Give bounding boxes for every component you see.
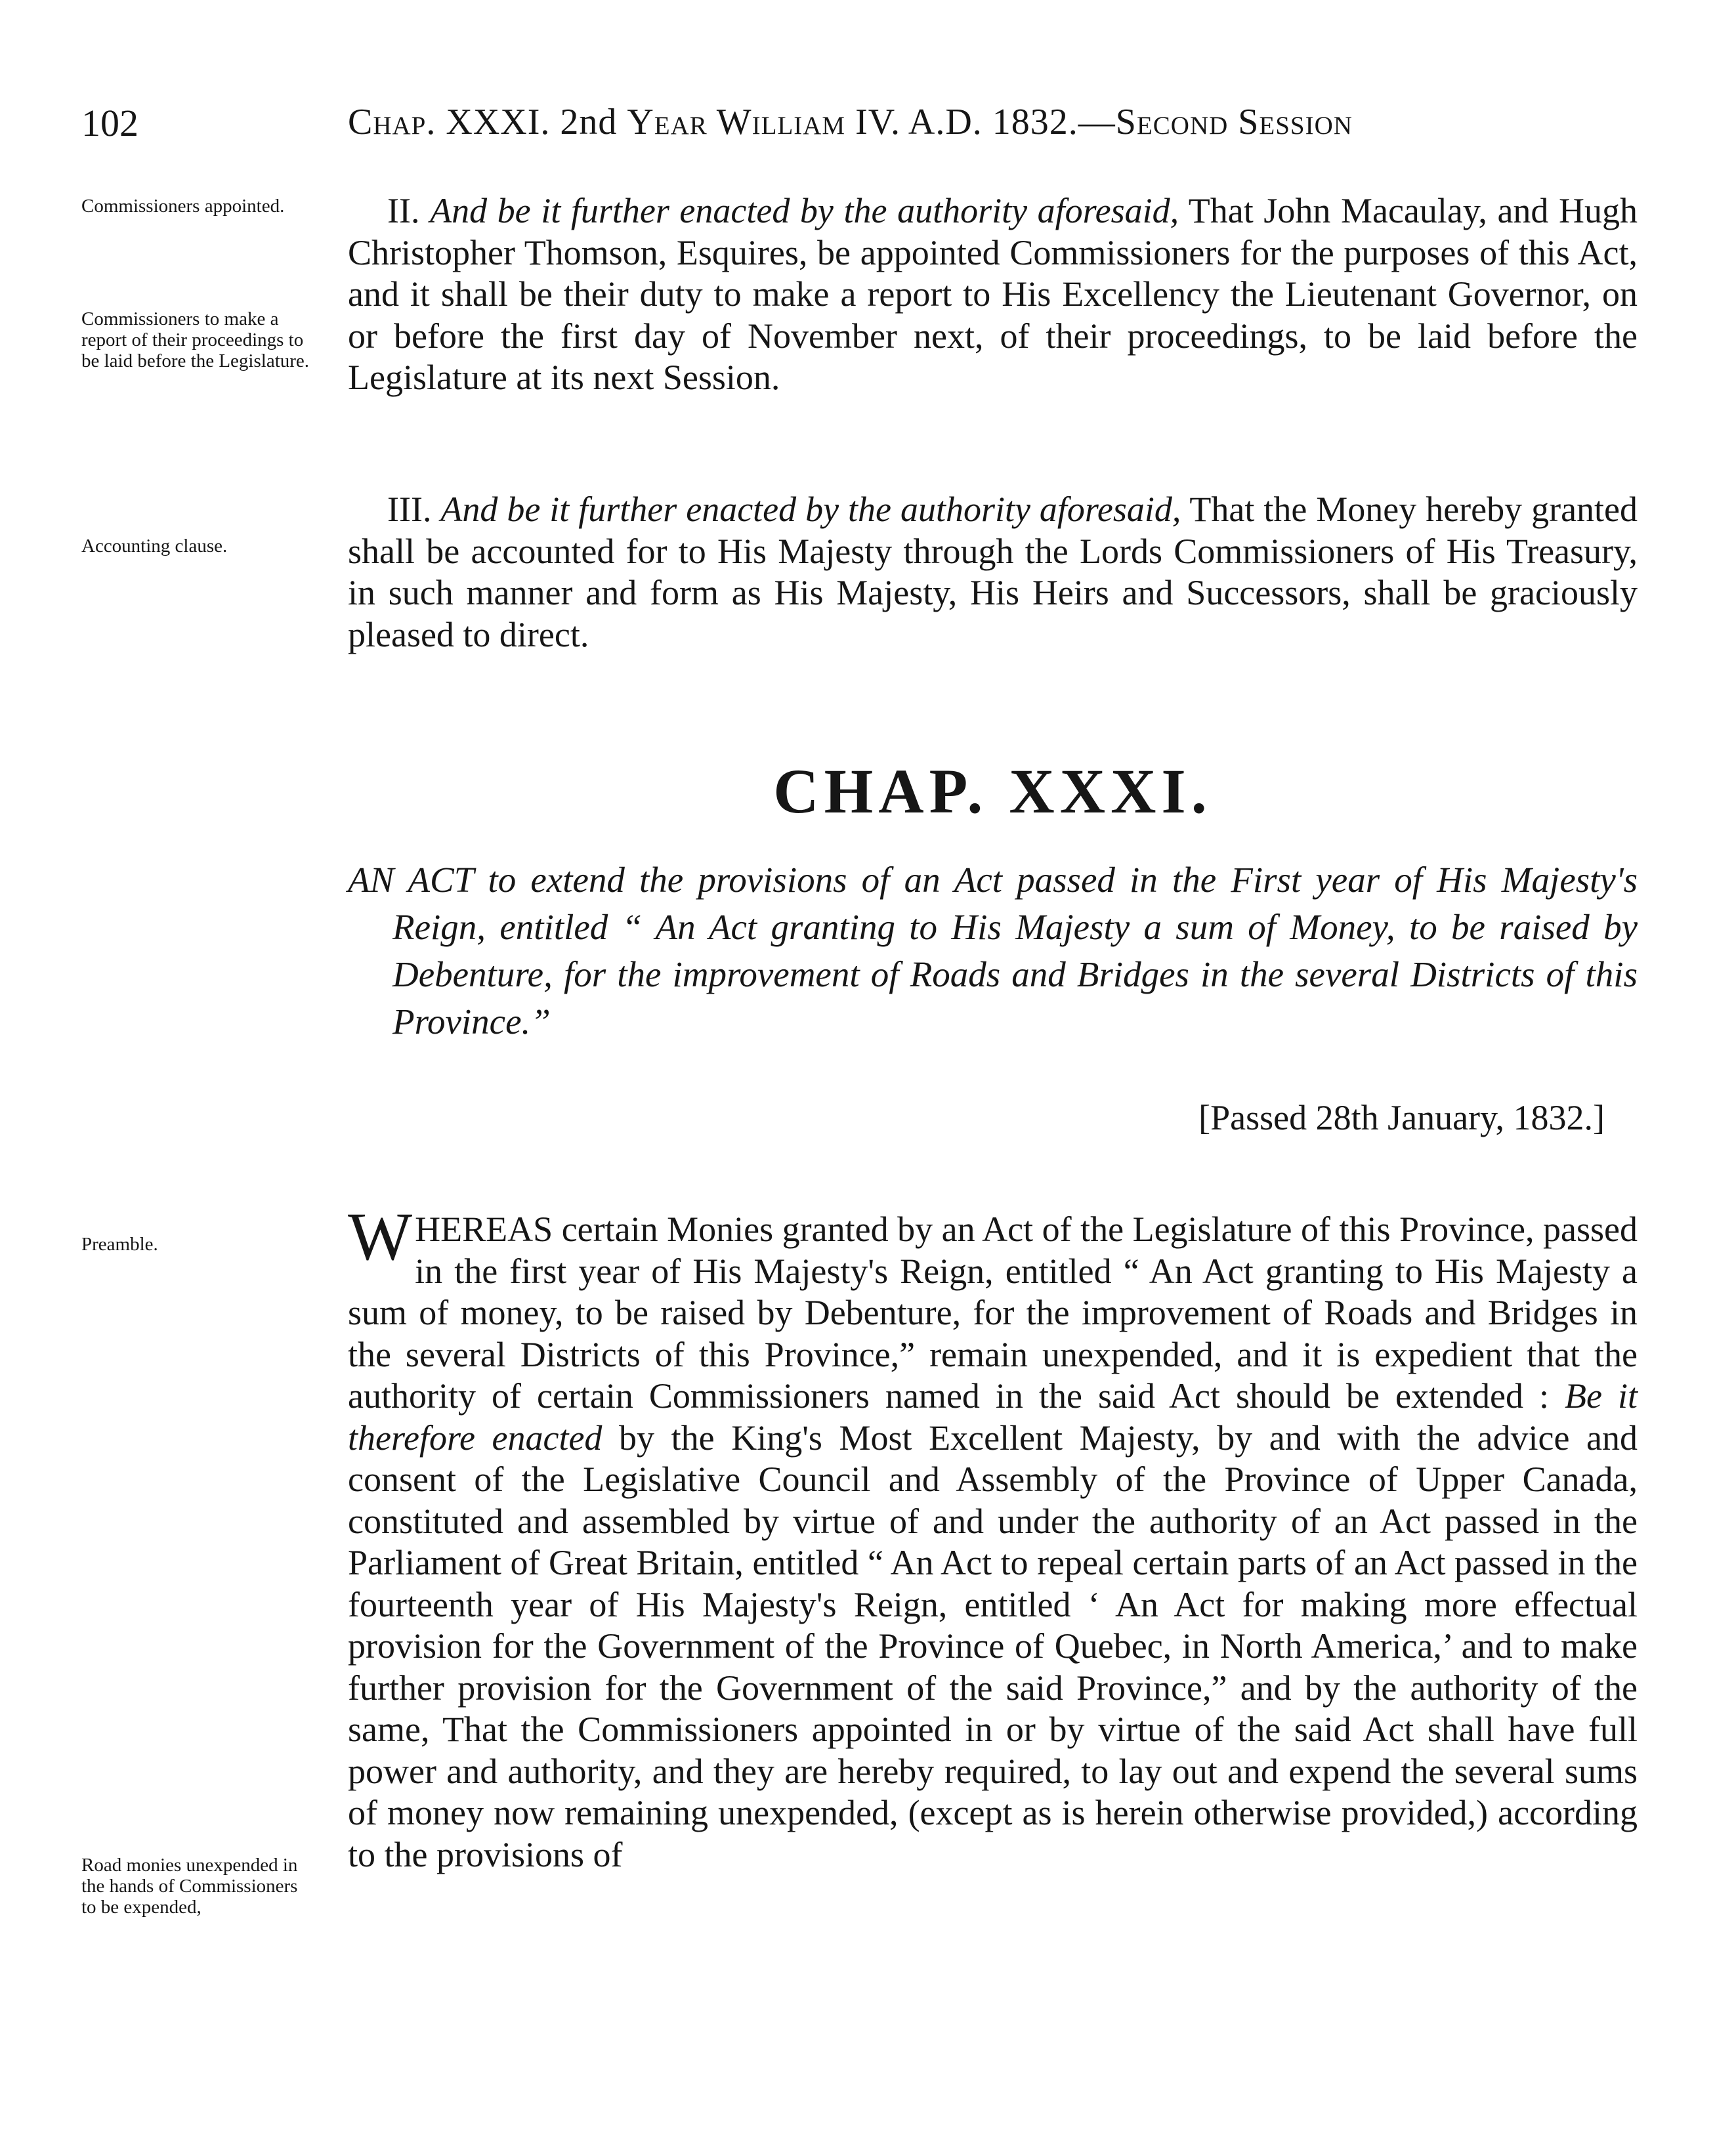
running-head-chap: Chap. xyxy=(348,102,436,142)
running-head-year: Year William IV. xyxy=(627,102,900,142)
preamble-text-1: certain Monies granted by an Act of the Legislature of this Province, passed in the first year of His Majesty's Reign, entitled “ An Act granting to His Majesty a sum of money, to be raised by Debenture, for the improvement of Roads and Bridges in the several Districts of this Province,” remain unexpended, and it is expedient that the authority of certain Commissioners named in the said Act should be extended : xyxy=(348,1210,1638,1416)
preamble-enacting: Be it therefore enacted xyxy=(348,1376,1638,1458)
margin-note-road-monies: Road monies unexpended in the hands of Commissioners to be expended, xyxy=(81,1855,298,1918)
section-2 xyxy=(348,190,1638,399)
section-2-text: That John Macaulay, and Hugh Christopher Thomson, Esquires, be appointed Commissioners for the purposes of this Act, and it shall be their duty to make a report to His Excellency the Lieutenant Governor, on or before the first day of November next, of their proceedings, to be laid before the Legislature at its next Session. xyxy=(348,191,1638,397)
section-3 xyxy=(348,489,1638,656)
section-3-text: That the Money hereby granted shall be accounted for to His Majesty through the Lords Commissioners of His Treasury, in such manner and form as His Majesty, His Heirs and Successors, shall be graciously pleased to direct. xyxy=(348,490,1638,654)
section-3-number: III. xyxy=(387,490,432,529)
section-3-enacting: And be it further enacted by the authority aforesaid, xyxy=(440,490,1181,529)
preamble-text-2: by the King's Most Excellent Majesty, by and with the advice and consent of the Legislative Council and Assembly of the Province of Upper Canada, constituted and assembled by virtue of and under the authority of an Act passed in the Parliament of Great Britain, entitled “ An Act to repeal certain parts of an Act passed in the fourteenth year of His Majesty's Reign, entitled ‘ An Act for making more effectual provision for the Government of the Province of Quebec, in North America,’ and to make further provision for the Government of the said Province,” and by the authority of the same, That the Commissioners appointed in or by virtue of the said Act shall have full power and authority, and they are hereby required, to lay out and expend the several sums of money now remaining unexpended, (except as is herein otherwise provided,) according to the provisions of xyxy=(348,1418,1638,1874)
margin-note-commissioners-report: Commissioners to make a report of their proceedings to be laid before the Legislature. xyxy=(81,308,310,371)
chapter-title: CHAP. XXXI. xyxy=(773,756,1212,826)
running-head xyxy=(348,101,1601,143)
preamble xyxy=(348,1199,1638,1876)
section-2-number: II. xyxy=(387,191,420,230)
margin-note-commissioners-appointed: Commissioners appointed. xyxy=(81,196,285,217)
running-head-ad: A.D. 1832.— xyxy=(908,102,1116,142)
section-2-enacting: And be it further enacted by the authority aforesaid, xyxy=(430,191,1179,230)
preamble-lead: HEREAS xyxy=(415,1210,553,1249)
margin-note-accounting-clause: Accounting clause. xyxy=(81,536,228,557)
running-head-session: Second Session xyxy=(1115,102,1353,142)
page-number: 102 xyxy=(81,102,138,144)
drop-cap: W xyxy=(348,1199,413,1274)
margin-note-preamble: Preamble. xyxy=(81,1234,158,1255)
running-head-middle: 2nd xyxy=(560,102,618,142)
passed-date: [Passed 28th January, 1832.] xyxy=(1198,1098,1605,1137)
running-head-number: XXXI. xyxy=(446,102,551,142)
act-title: AN ACT to extend the provisions of an Act passed in the First year of His Majesty's Reign, entitled “ An Act granting to His Majesty a sum of Money, to be raised by Debenture, for the improvement of Roads and Bridges in the several Districts of this Province.” xyxy=(348,860,1638,1042)
